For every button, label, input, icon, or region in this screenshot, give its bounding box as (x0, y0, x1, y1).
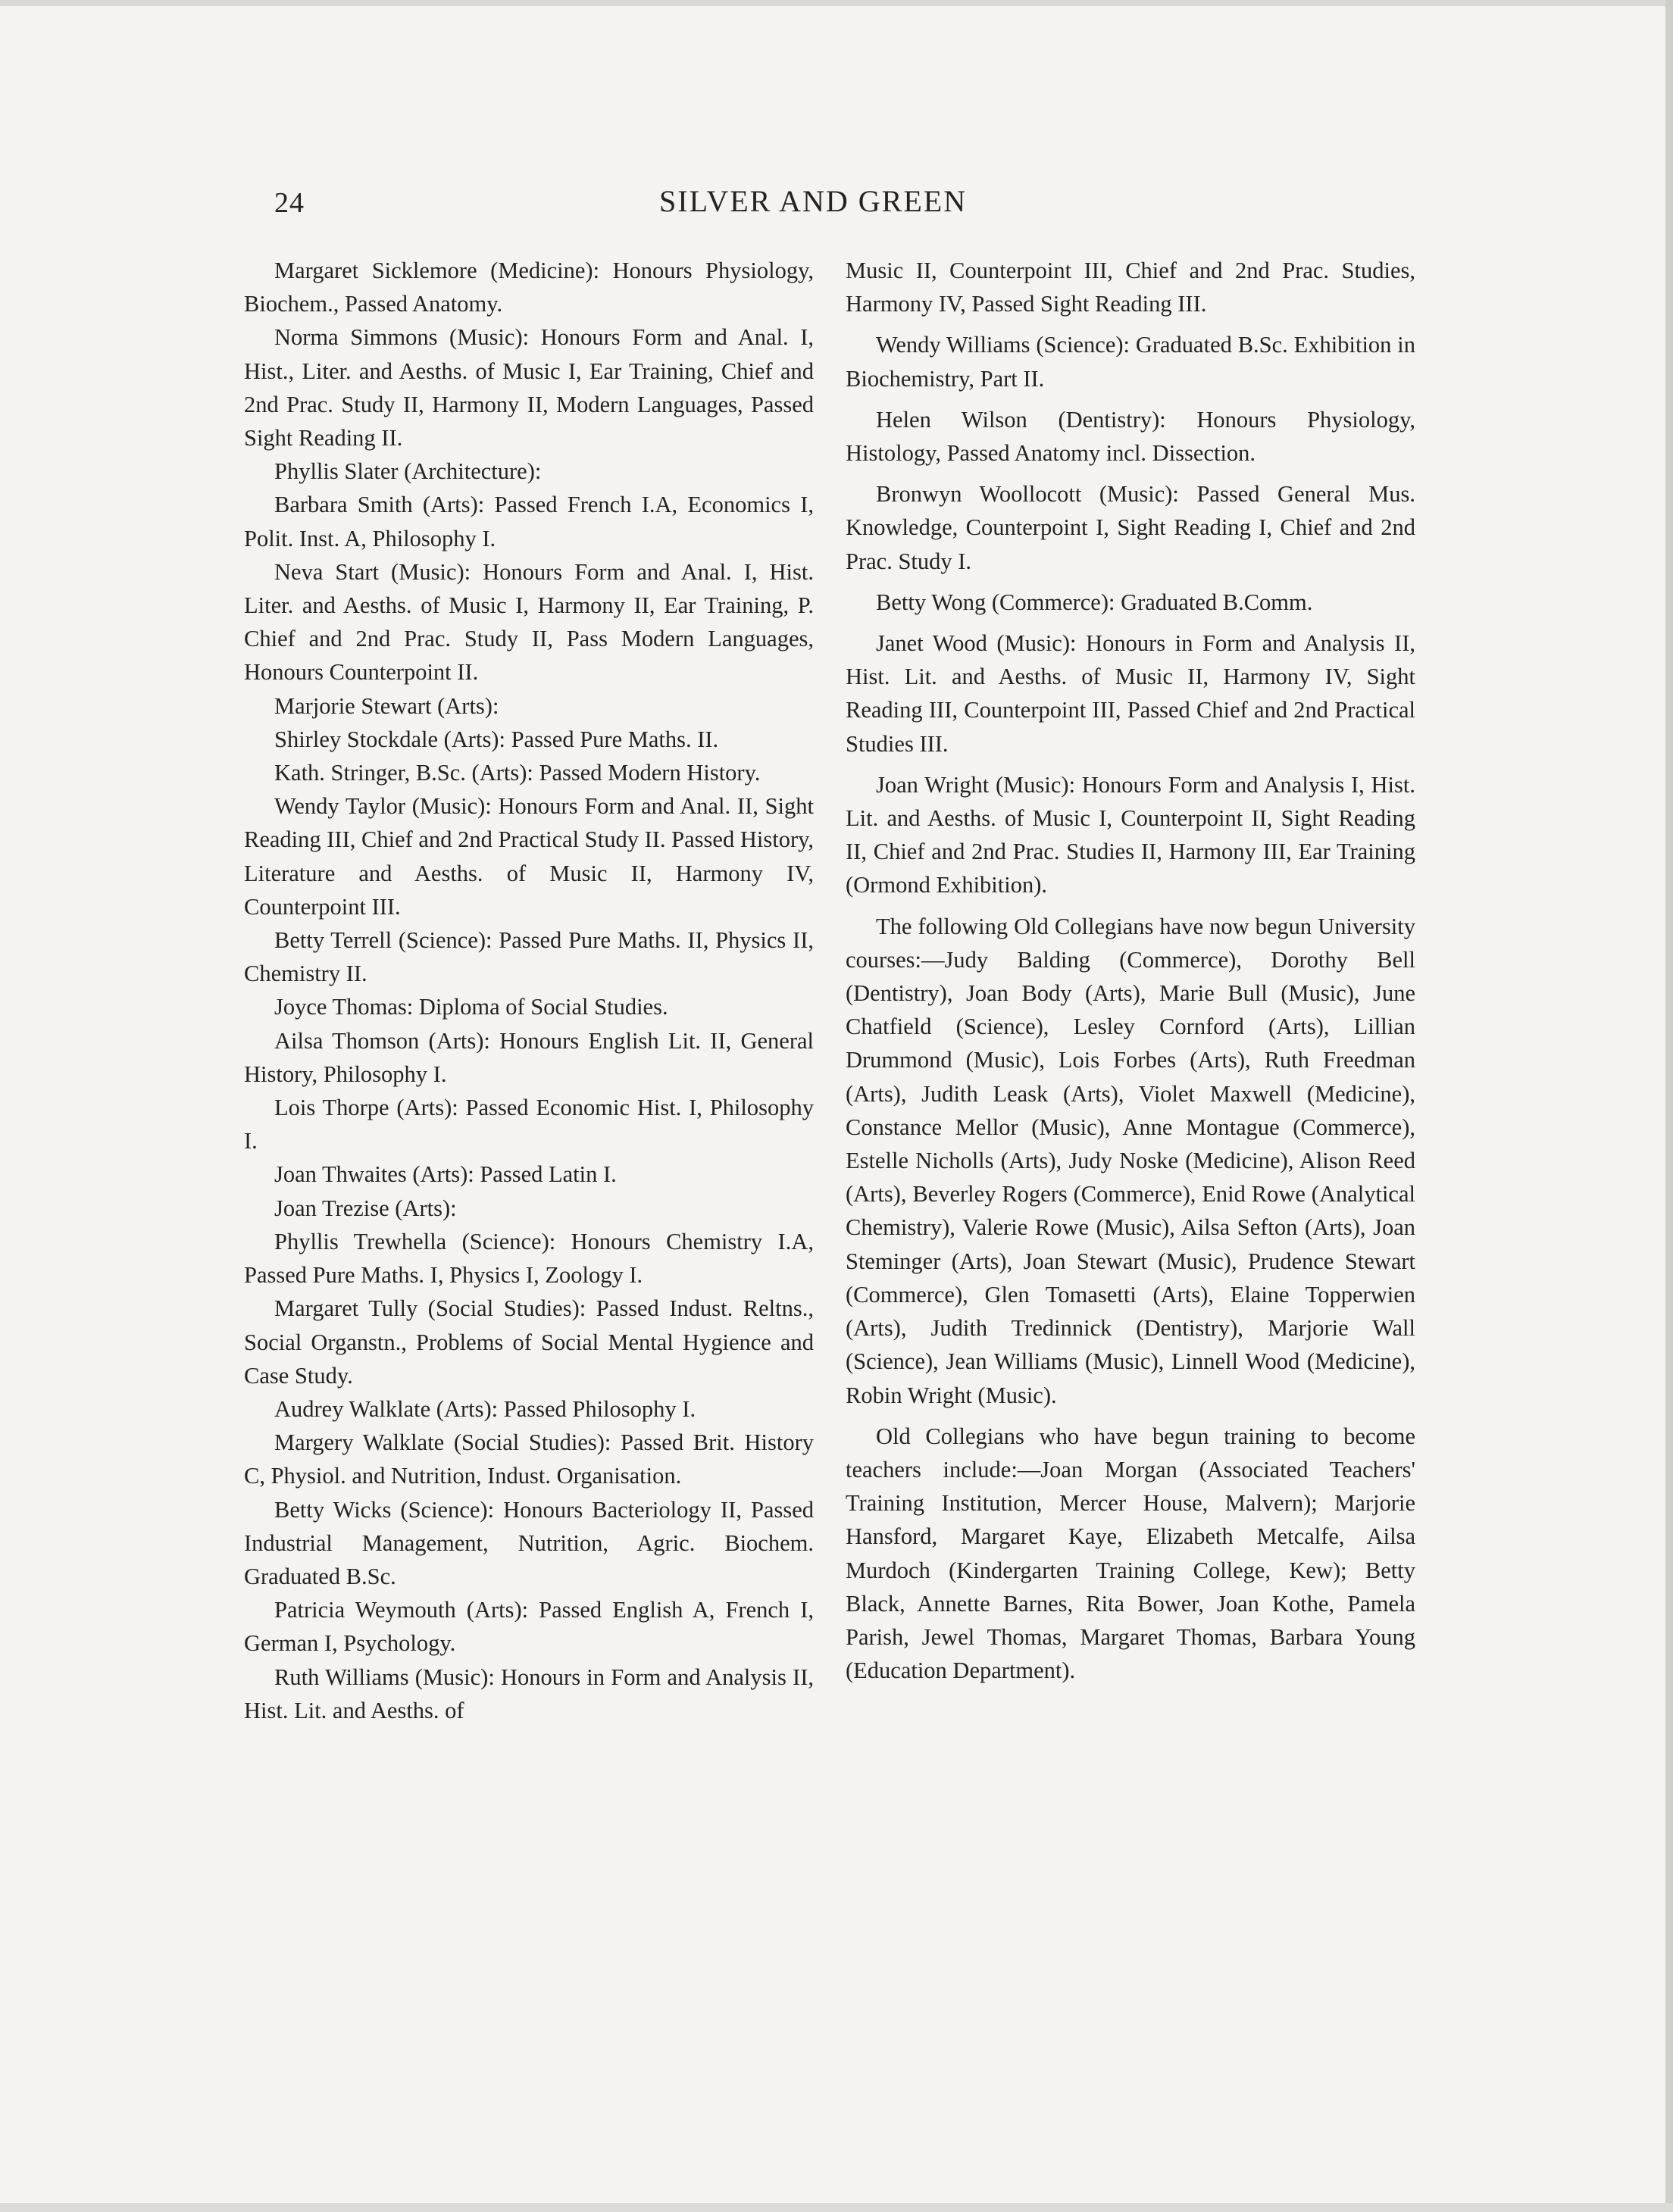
entry: Wendy Taylor (Music): Honours Form and Anal. II, Sight Reading III, Chief and 2nd Practical Study II. Passed History, Literature and Aesths. of Music II, Harmony IV, Counterpoint III. (244, 793, 814, 920)
right-column (846, 254, 1415, 1687)
entry: Joan Wright (Music): Honours Form and Analysis I, Hist. Lit. and Aesths. of Music I, Counterpoint II, Sight Reading II, Chief and 2nd Prac. Studies II, Harmony III, Ear Training (Ormond Exhibition). (846, 771, 1415, 898)
entry: Joan Thwaites (Arts): Passed Latin I. (274, 1161, 617, 1188)
page-number: 24 (274, 187, 305, 219)
entry: Shirley Stockdale (Arts): Passed Pure Maths. II. (274, 726, 719, 752)
left-column (244, 254, 814, 1727)
entry: Norma Simmons (Music): Honours Form and Anal. I, Hist., Liter. and Aesths. of Music I, Ear Training, Chief and 2nd Prac. Study II, Harmony II, Modern Languages, Passed Sight Reading II. (244, 324, 814, 451)
running-title: SILVER AND GREEN (659, 184, 968, 218)
entry: Margaret Tully (Social Studies): Passed Indust. Reltns., Social Organstn., Problems of Social Mental Hygience and Case Study. (244, 1295, 814, 1389)
entry: Phyllis Trewhella (Science): Honours Chemistry I.A, Passed Pure Maths. I, Physics I, Zoology I. (244, 1228, 814, 1289)
entry: Janet Wood (Music): Honours in Form and Analysis II, Hist. Lit. and Aesths. of Music II, Harmony IV, Sight Reading III, Counterpoint III, Passed Chief and 2nd Practical Studies III. (846, 630, 1415, 757)
entry: Betty Terrell (Science): Passed Pure Maths. II, Physics II, Chemistry II. (244, 927, 814, 987)
entry: Ruth Williams (Music): Honours in Form and Analysis II, Hist. Lit. and Aesths. of (244, 1664, 814, 1723)
page-edge-top (0, 0, 1673, 6)
university-courses-paragraph: The following Old Collegians have now begun University courses:—Judy Balding (Commerce), Dorothy Bell (Dentistry), Joan Body (Arts), Marie Bull (Music), June Chatfield (Science), Lesley Cornford (Arts), Lillian Drummond (Music), Lois Forbes (Arts), Ruth Freedman (Arts), Judith Leask (Arts), Violet Maxwell (Medicine), Constance Mellor (Music), Anne Montague (Commerce), Estelle Nicholls (Arts), Judy Noske (Medicine), Alison Reed (Arts), Beverley Rogers (Commerce), Enid Rowe (Analytical Chemistry), Valerie Rowe (Music), Ailsa Sefton (Arts), Joan Steminger (Arts), Joan Stewart (Music), Prudence Stewart (Commerce), Glen Tomasetti (Arts), Elaine Topperwien (Arts), Judith Tredinnick (Dentistry), Marjorie Wall (Science), Jean Williams (Music), Linnell Wood (Medicine), Robin Wright (Music). (846, 913, 1415, 1408)
entry: Neva Start (Music): Honours Form and Anal. I, Hist. Liter. and Aesths. of Music I, Harmony II, Ear Training, P. Chief and 2nd Prac. Study II, Pass Modern Languages, Honours Counterpoint II. (244, 558, 814, 686)
entry: Bronwyn Woollocott (Music): Passed General Mus. Knowledge, Counterpoint I, Sight Reading I, Chief and 2nd Prac. Study I. (846, 481, 1415, 574)
entry: Audrey Walklate (Arts): Passed Philosophy I. (274, 1395, 696, 1422)
page-edge-right (1665, 0, 1673, 2212)
entry: Betty Wong (Commerce): Graduated B.Comm. (876, 589, 1313, 615)
entry: Barbara Smith (Arts): Passed French I.A, Economics I, Polit. Inst. A, Philosophy I. (244, 492, 814, 551)
entry: Kath. Stringer, B.Sc. (Arts): Passed Modern History. (274, 760, 761, 786)
entry: Ailsa Thomson (Arts): Honours English Lit. II, General History, Philosophy I. (244, 1027, 814, 1087)
entry: Marjorie Stewart (Arts): (274, 692, 499, 719)
entry: Phyllis Slater (Architecture): (274, 458, 542, 485)
entry: Wendy Williams (Science): Graduated B.Sc. Exhibition in Biochemistry, Part II. (846, 332, 1415, 392)
entry: Helen Wilson (Dentistry): Honours Physiology, Histology, Passed Anatomy incl. Dissection. (846, 406, 1415, 467)
teacher-training-paragraph: Old Collegians who have begun training to become teachers include:—Joan Morgan (Associated Teachers' Training Institution, Mercer House, Malvern); Marjorie Hansford, Margaret Kaye, Elizabeth Metcalfe, Ailsa Murdoch (Kindergarten Training College, Kew); Betty Black, Annette Barnes, Rita Bower, Joan Kothe, Pamela Parish, Jewel Thomas, Margaret Thomas, Barbara Young (Education Department). (846, 1423, 1415, 1684)
entry: Margery Walklate (Social Studies): Passed Brit. History C, Physiol. and Nutrition, Indust. Organisation. (244, 1429, 814, 1489)
entry: Margaret Sicklemore (Medicine): Honours Physiology, Biochem., Passed Anatomy. (244, 258, 814, 317)
entry: Joan Trezise (Arts): (274, 1195, 457, 1221)
entry-continuation: Music II, Counterpoint III, Chief and 2nd Prac. Studies, Harmony IV, Passed Sight Reading III. (846, 258, 1415, 317)
entry: Betty Wicks (Science): Honours Bacteriology II, Passed Industrial Management, Nutrition, Agric. Biochem. Graduated B.Sc. (244, 1496, 814, 1589)
entry: Joyce Thomas: Diploma of Social Studies. (274, 994, 668, 1020)
entry: Patricia Weymouth (Arts): Passed English A, French I, German I, Psychology. (244, 1597, 814, 1657)
entry: Lois Thorpe (Arts): Passed Economic Hist. I, Philosophy I. (244, 1095, 814, 1154)
page-edge-bottom (0, 2203, 1673, 2212)
